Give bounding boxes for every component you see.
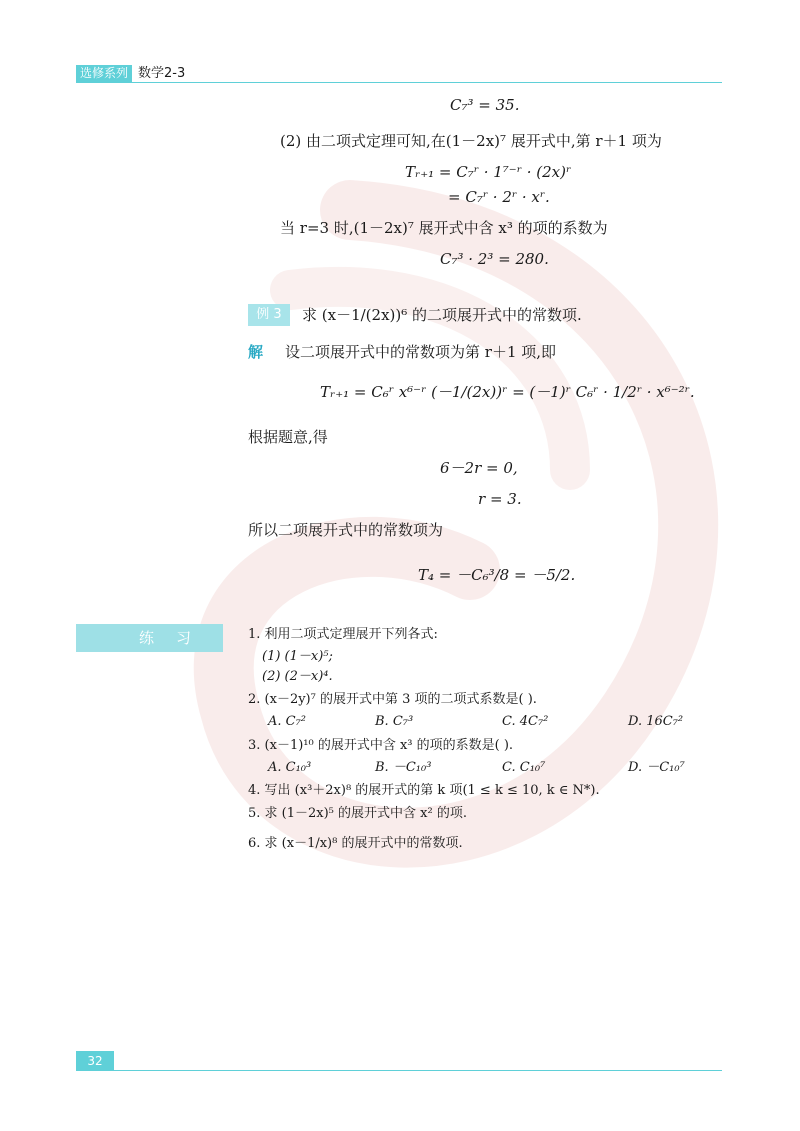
t-equation-1: Tᵣ₊₁ = C₇ʳ · 1⁷⁻ʳ · (2x)ʳ — [405, 163, 572, 181]
footer-rule — [76, 1070, 722, 1071]
by-meaning: 根据题意,得 — [248, 428, 328, 446]
header-series-tag: 选修系列 — [76, 65, 132, 82]
when-r3: 当 r=3 时,(1－2x)⁷ 展开式中含 x³ 的项的系数为 — [280, 219, 608, 237]
exercise-item-4: 4. 写出 (x³＋2x)⁸ 的展开式的第 k 项(1 ≤ k ≤ 10, k ∈ N*). — [248, 783, 600, 798]
exercise-2-option-a: A. C₇² — [268, 714, 307, 729]
header-rule — [76, 82, 722, 83]
exercise-3-option-a: A. C₁₀³ — [268, 760, 312, 775]
equation-6-2r: 6－2r = 0, — [440, 459, 518, 477]
exercise-item-1-2: (2) (2－x)⁴. — [262, 669, 333, 684]
solve-intro: 设二项展开式中的常数项为第 r＋1 项,即 — [285, 343, 557, 361]
so-constant: 所以二项展开式中的常数项为 — [248, 521, 444, 539]
c73-result: C₇³ = 35. — [450, 96, 520, 114]
exercise-item-5: 5. 求 (1－2x)⁵ 的展开式中含 x² 的项. — [248, 806, 467, 821]
header-subject: 数学2-3 — [138, 66, 186, 81]
exercise-header: 练习 — [76, 624, 223, 652]
page-number: 32 — [76, 1051, 114, 1071]
exercise-3-option-d: D. －C₁₀⁷ — [628, 760, 685, 775]
exercise-2-option-d: D. 16C₇² — [628, 714, 684, 729]
example-tag: 例 3 — [248, 304, 290, 326]
exercise-3-option-b: B. －C₁₀³ — [375, 760, 432, 775]
exercise-item-2: 2. (x－2y)⁷ 的展开式中第 3 项的二项式系数是( ). — [248, 692, 537, 707]
t-general-term: Tᵣ₊₁ = C₆ʳ x⁶⁻ʳ (－1/(2x))ʳ = (－1)ʳ C₆ʳ · 1/2ʳ · x⁶⁻²ʳ. — [320, 383, 695, 401]
watermark-swirl — [150, 150, 750, 950]
exercise-item-6: 6. 求 (x－1/x)⁸ 的展开式中的常数项. — [248, 836, 463, 851]
exercise-item-1: 1. 利用二项式定理展开下列各式: — [248, 627, 438, 642]
coef-result: C₇³ · 2³ = 280. — [440, 250, 549, 268]
solution-label: 解 — [248, 343, 264, 361]
constant-term-result: T₄ = －C₆³/8 = －5/2. — [418, 566, 576, 584]
t-equation-2: = C₇ʳ · 2ʳ · xʳ. — [448, 188, 550, 206]
part2-intro: (2) 由二项式定理可知,在(1－2x)⁷ 展开式中,第 r＋1 项为 — [280, 132, 662, 150]
exercise-2-option-c: C. 4C₇² — [502, 714, 549, 729]
exercise-item-3: 3. (x－1)¹⁰ 的展开式中含 x³ 的项的系数是( ). — [248, 738, 514, 753]
exercise-2-option-b: B. C₇³ — [375, 714, 414, 729]
exercise-item-1-1: (1) (1－x)⁵; — [262, 649, 333, 664]
exercise-3-option-c: C. C₁₀⁷ — [502, 760, 546, 775]
example-question: 求 (x－1/(2x))⁶ 的二项展开式中的常数项. — [302, 306, 582, 324]
equation-r3: r = 3. — [478, 490, 522, 508]
